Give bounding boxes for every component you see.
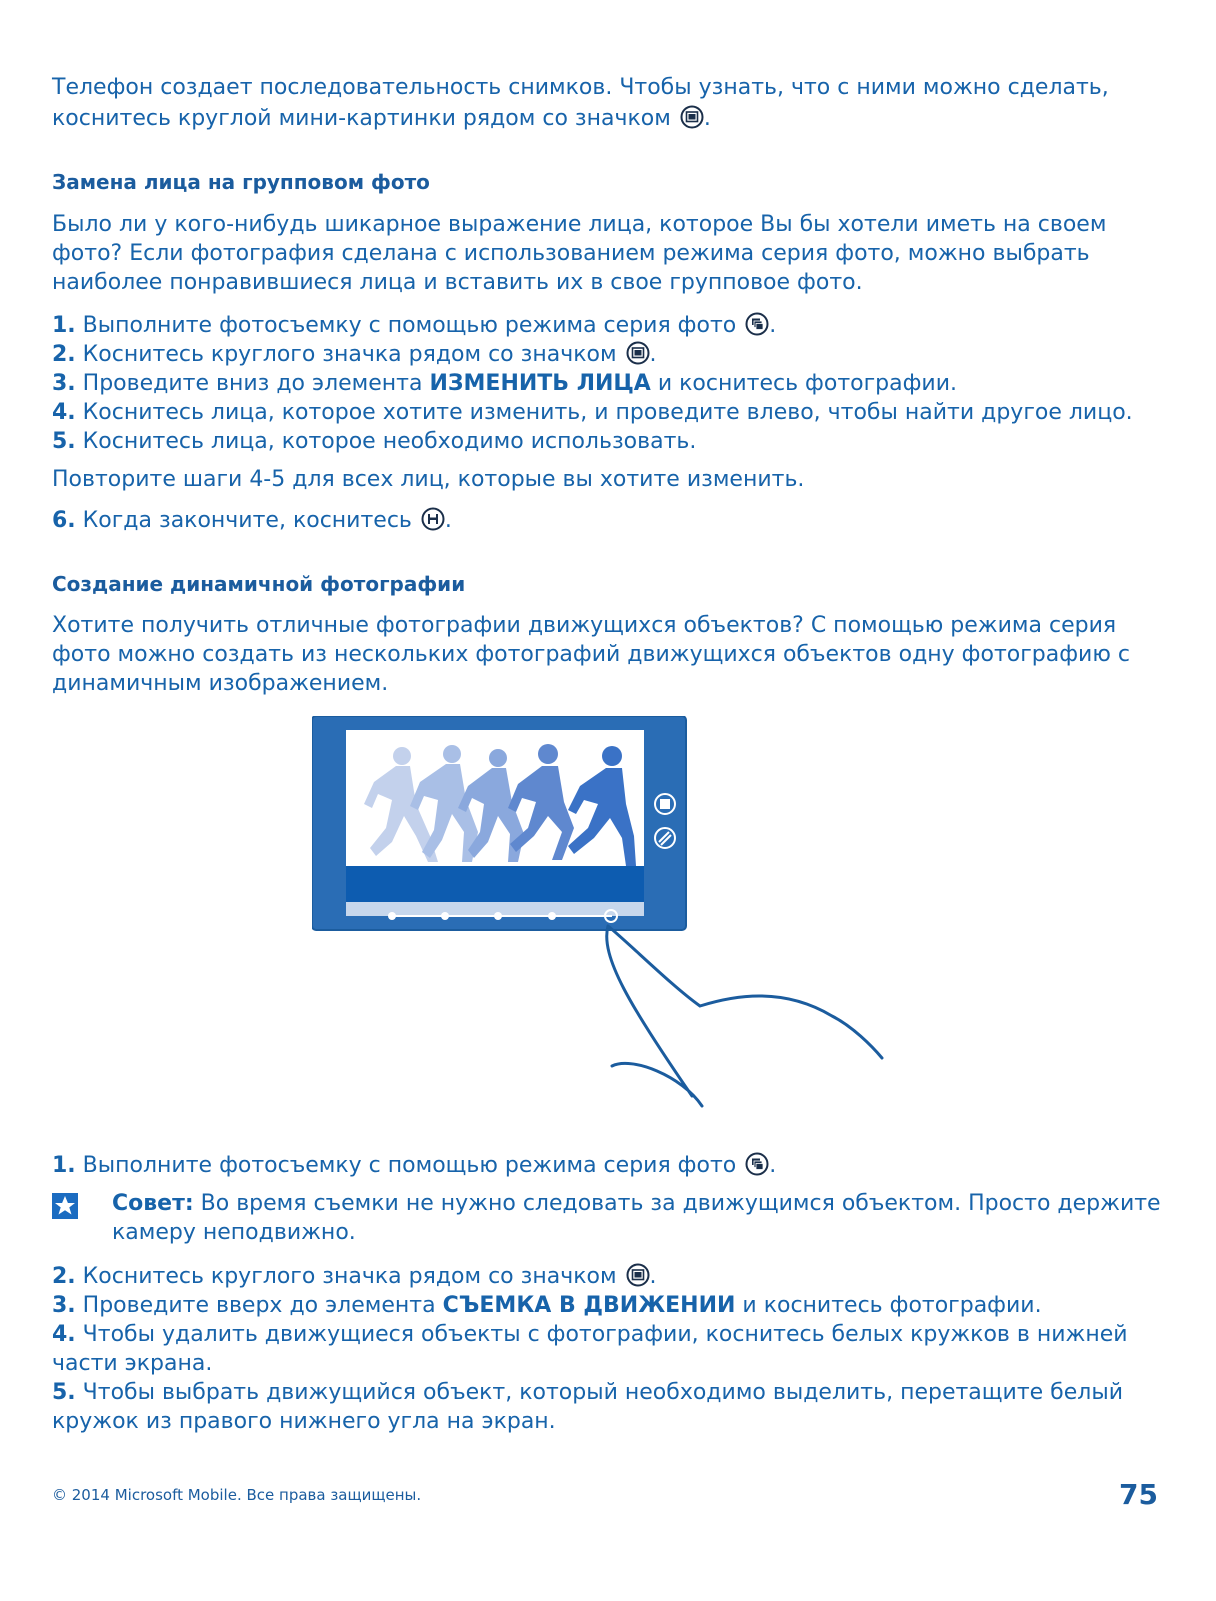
keyword-action-shot: СЪЕМКА В ДВИЖЕНИИ [442,1293,736,1318]
section-heading-action-shot: Создание динамичной фотографии [52,572,466,596]
section1-paragraph: Было ли у кого-нибудь шикарное выражение лица, которое Вы бы хотели иметь на своем фото? Если фотография сделана с использованием режима серия фото, можно выбрать наиболее понравившиеся лица и вставить их в свое групповое фото. [52,212,1107,295]
tip-box [112,1189,1172,1247]
step-item: 5. Чтобы выбрать движущийся объект, который необходимо выделить, перетащите белый кружок из правого нижнего угла на экран. [52,1380,1123,1434]
burst-mode-icon [745,312,769,336]
step-item: 3. Проведите вниз до элемента ИЗМЕНИТЬ ЛИЦА и коснитесь фотографии. [52,371,957,396]
repeat-note: Повторите шаги 4-5 для всех лиц, которые вы хотите изменить. [52,467,805,492]
intro-line-1: Телефон создает последовательность снимков. Чтобы узнать, что с ними можно сделать, [52,75,1109,100]
phone-illustration [312,716,892,1116]
section1-steps [52,311,1167,456]
step-item: 4. Чтобы удалить движущиеся объекты с фотографии, коснитесь белых кружков в нижней части экрана. [52,1322,1128,1376]
step-item: 5. Коснитесь лица, которое необходимо использовать. [52,429,697,454]
step-item: 2. Коснитесь круглого значка рядом со значком . [52,1264,657,1289]
step-item: 1. Выполните фотосъемку с помощью режима серия фото . [52,1153,777,1178]
step-item: 1. Выполните фотосъемку с помощью режима серия фото . [52,313,777,338]
step-item: 4. Коснитесь лица, которое хотите изменить, и проведите влево, чтобы найти другое лицо. [52,400,1133,425]
copyright-footer: © 2014 Microsoft Mobile. Все права защищены. [52,1486,422,1504]
intro-paragraph [52,73,1167,133]
step-item: 2. Коснитесь круглого значка рядом со значком . [52,342,657,367]
intro-line-2: коснитесь круглой мини-картинки рядом со значком . [52,106,711,131]
photo-thumbnail-icon [680,105,704,129]
section-heading-face-swap: Замена лица на групповом фото [52,170,430,194]
photo-thumbnail-icon [626,1263,650,1287]
keyword-change-faces: ИЗМЕНИТЬ ЛИЦА [429,371,651,396]
photo-thumbnail-icon [626,341,650,365]
step-item: 3. Проведите вверх до элемента СЪЕМКА В ДВИЖЕНИИ и коснитесь фотографии. [52,1293,1042,1318]
burst-mode-icon [745,1152,769,1176]
section2-steps [52,1262,1167,1436]
tip-label: Совет: [112,1191,194,1216]
tip-text: Во время съемки не нужно следовать за движущимся объектом. Просто держите камеру неподвижно. [112,1191,1161,1245]
page-number: 75 [1119,1478,1158,1511]
section2-paragraph: Хотите получить отличные фотографии движущихся объектов? С помощью режима серия фото можно создать из нескольких фотографий движущихся объектов одну фотографию с динамичным изображением. [52,613,1130,696]
save-icon [421,507,445,531]
step-item: 6. Когда закончите, коснитесь . [52,508,452,533]
star-icon [52,1193,78,1219]
